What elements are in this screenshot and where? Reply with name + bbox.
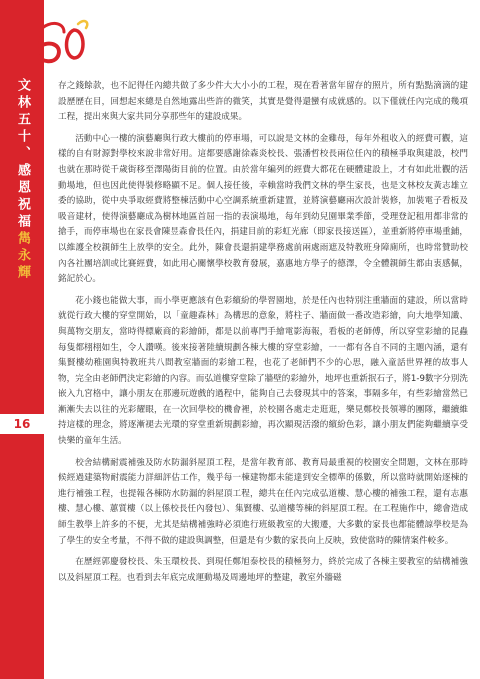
- paragraph-2: 活動中心一樓的演藝廳與行政大樓前的停車場，可以說是文林的金雞母，每年外租收入的經費可觀，這樣的自有財源對學校來說非常好用。這都要感謝徐森炎校長、張潘哲校長兩位任內的積極爭取與建設，校門也就在那時從千歲街移至澤陽街目前的位置。由於當年編列的經費大都花在硬體建設上，才有如此壯觀的活動場地，但也因此使得裝修略顯不足。個人接任後，幸賴當時我們文林的學生家長，也是文林校友黃志雄立委的協助，從中央爭取經費將整棟活動中心空調系統重新建置，並將演藝廳兩次設計裝修，加裝電子看板及吸音建材，使得演藝廳成為樹林地區首屈一指的表演場地，每年到幼兒園畢業季節，受理登記租用都非常的搶手，而停車場也在家長會陳昱森會長任內，捐建目前的彩虹光廊（即家長接送區），並重新將停車場重鋪，以維護全校親師生上放學的安全。此外，陳會長還捐建學務處前兩處雨遮及特教班身障廁所，也時常贊助校內各社團培訓或比賽經費，如此用心關懷學校教育發展，嘉惠地方學子的德澤，令全體親師生都由衷感佩，銘記於心。: [58, 133, 468, 285]
- paragraph-4: 校舍結構耐震補強及防水防漏斜屋頂工程，是當年教育部、教育局最重視的校園安全問題，文林在那時候經過建築物耐震能力詳細評估工作，幾乎每一棟建物都未能達到安全標準的係數，所以當時就開始逐棟的進行補強工程，也提報各棟防水防漏的斜屋頂工程，總共在任內完成弘道樓、慧心樓的補強工程，還有志惠樓、慧心樓、蕙質樓（以上係校長任內發包）、集賢樓、弘道樓等棟的斜屋頂工程。在工程施作中，總會造成師生教學上許多的不便，尤其是結構補強時必須進行班級教室的大搬遷，大多數的家長也都能體諒學校是為了學生的安全考量，不得不做的建設與調整，但還是有少數的家長向上反映，致使當時的陳情案件較多。: [58, 457, 468, 546]
- sidebar-title-part2: 雋永輝: [15, 231, 30, 282]
- paragraph-5: 在歷經郭慶發校長、朱玉環校長、到現任鄭旭泰校長的積極努力，終於完成了各棟主要教室的結構補強以及斜屋頂工程。也看到去年底完成運動場及周邊地坪的整建，教室外牆磁: [58, 557, 468, 583]
- sidebar-title: [0, 78, 44, 282]
- paragraph-3: 花小錢也能做大事，而小學更應該有色彩繽紛的學習園地，於是任內也特別注重牆面的建設，所以當時就從行政大樓的穿堂開始，以「童趣森林」為構思的意象，將柱子、牆面做一番改造彩繪，向大地學知識、與萬物交朋友，當時得標廠商的彩繪師，都是以前專門手繪電影海報，看板的老師傅，所以穿堂彩繪的昆蟲每隻都栩栩如生，令人讚嘆。後來接著陸續規劃各棟大樓的穿堂彩繪，一一都有各自不同的主題內涵，還有集賢樓幼稚園與特教班共八間教室牆面的彩繪工程，也花了老師們不少的心思，融入童話世界裡的故事人物，完全由老師們決定彩繪的內容。而弘道樓穿堂除了牆壁的彩繪外，地坪也重新抿石子，將1-9數字分別洗嵌入九宮格中，讓小朋友在那邊玩遊戲的過程中，能夠自己去發現其中的答案，事隔多年，有些彩繪當然已漸漸失去以往的光彩耀眼，在一次回學校的機會裡，於校園各處走走逛逛，樂見鄭校長領導的團隊，繼續維持這樣的理念，將逐漸褪去光環的穿堂重新規劃彩繪，再次顯現活潑的繽紛色彩，讓小朋友們能夠繼續享受快樂的童年生活。: [58, 295, 468, 447]
- sidebar: [0, 0, 44, 679]
- page-number: 16: [0, 414, 44, 434]
- article-body: [58, 79, 468, 592]
- paragraph-1: 存之錢餘款，也不記得任內總共做了多少件大大小小的工程，現在看著當年留存的照片，所有點點滴滴的建設歷歷在目，回想起來總是自然地露出些許的微笑，其實是覺得還蠻有成就感的。以下僅就任內完成的幾項工程，提出來與大家共同分享那些年的建設成果。: [58, 81, 468, 123]
- sidebar-title-part1: 文林五十、感恩祝福: [15, 78, 30, 231]
- fifty-anniversary-logo-icon: [34, 16, 92, 66]
